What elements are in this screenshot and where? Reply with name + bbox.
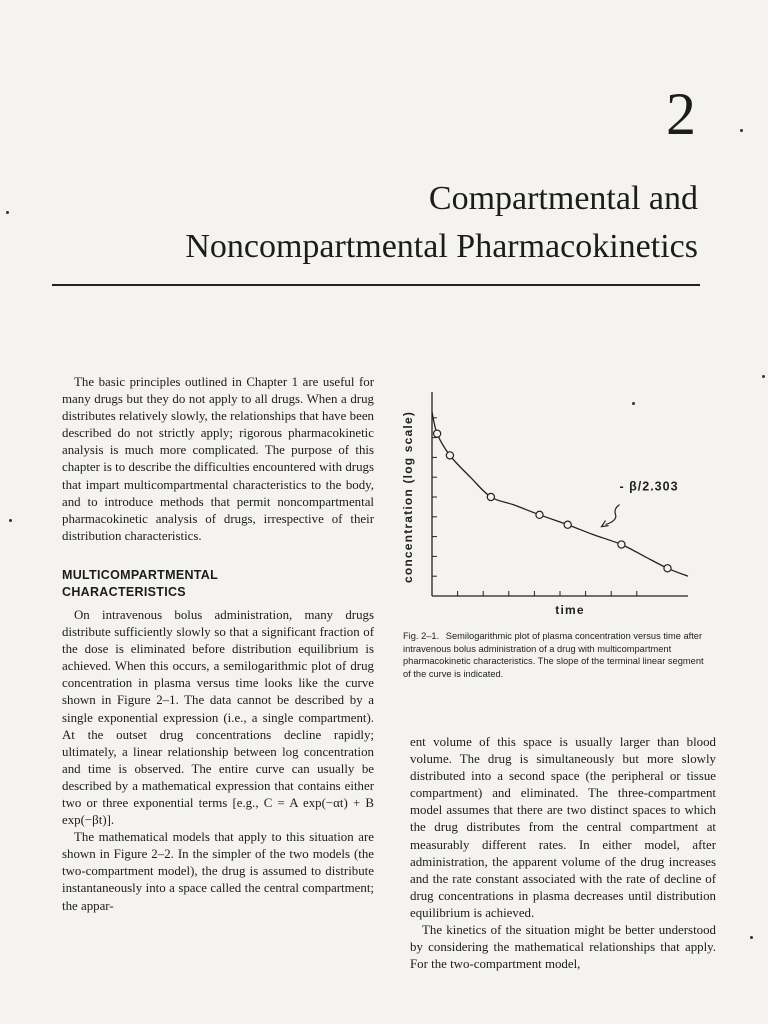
body-paragraph-3: ent volume of this space is usually larger than blood volume. The drug is simultaneously but more slowly distributed into a second space (the peripheral or tissue compartment) and eliminated. The three-compartment model assumes that there are two distinct spaces to which the drug distributes from the central compartment at measurably different rates. In either model, after administration, the apparent volume of the drug increases and the rate constant associated with the rate of decline of drug concentrations in plasma decreases until distribution equilibrium is achieved. [410,735,716,920]
y-axis-label: concentration (log scale) [401,410,415,584]
chart-axes [432,392,688,596]
scan-speck [9,519,12,522]
data-point [536,511,543,518]
section-heading-line-1: MULTICOMPARTMENTAL [62,567,219,582]
scan-speck [632,402,635,405]
caption-label: Fig. 2–1. [403,631,440,641]
data-point [664,565,671,572]
body-paragraph-4: The kinetics of the situation might be better understood by considering the mathematical relationships that apply. For the two-compartment model, [410,923,716,972]
data-point [618,541,625,548]
chapter-number: 2 [666,81,696,147]
chart-ticks [432,418,637,596]
body-paragraph-2: The mathematical models that apply to this situation are shown in Figure 2–2. In the simpler of the two models (the two-compartment model), the drug is assumed to distribute instantaneously into a space called the central compartment; the appar- [62,830,374,913]
scan-speck [750,936,753,939]
semilog-chart [398,368,718,618]
x-axis-label: time [555,603,585,617]
data-point [446,452,453,459]
intro-paragraph: The basic principles outlined in Chapter 1 are useful for many drugs but they do not apply to all drugs. When a drug distributes relatively slowly, the relationships that have been described do not strictly apply; rigorous pharmacokinetic analysis is much more complicated. The purpose of this chapter is to describe the difficulties encountered with drugs that impart multicompartmental characteristics to the body, and to introduce methods that permit noncompartmental pharmacokinetic analysis of drugs, irrespective of their distribution characteristics. [62,375,374,543]
right-column [410,734,716,973]
section-heading [62,567,374,601]
figure-2-1 [398,368,718,618]
left-column [62,374,374,915]
slope-annotation: - β/2.303 [619,479,679,494]
figure-caption [403,630,713,680]
data-points [434,430,672,572]
scan-speck [762,375,765,378]
data-point [487,493,494,500]
scan-speck [740,129,743,132]
chapter-title-line-2: Noncompartmental Pharmacokinetics [185,228,698,265]
title-rule [52,284,700,286]
data-point [434,430,441,437]
concentration-curve [432,412,688,576]
chapter-title-line-1: Compartmental and [428,180,698,217]
data-point [564,521,571,528]
caption-text: Semilogarithmic plot of plasma concentration versus time after intravenous bolus administration of a drug with multicompartment pharmacokinetic characteristics. The slope of the terminal linear segment of the curve is indicated. [403,631,704,679]
scan-speck [6,211,9,214]
slope-annotation-arrow [602,505,620,527]
body-paragraph-1: On intravenous bolus administration, many drugs distribute sufficiently slowly so that a significant fraction of the dose is eliminated before distribution equilibrium is achieved. When this occurs, a semilogarithmic plot of drug concentration in plasma versus time looks like the curve shown in Figure 2–1. The data cannot be described by a single exponential expression (i.e., a single compartment). At the outset drug concentrations decline rapidly; ultimately, a linear relationship between log concentration and time is observed. The entire curve can usually be described by a mathematical expression that contains either two or three exponential terms [e.g., C = A exp(−αt) + B exp(−βt)]. [62,607,374,828]
section-heading-line-2: CHARACTERISTICS [62,584,186,599]
